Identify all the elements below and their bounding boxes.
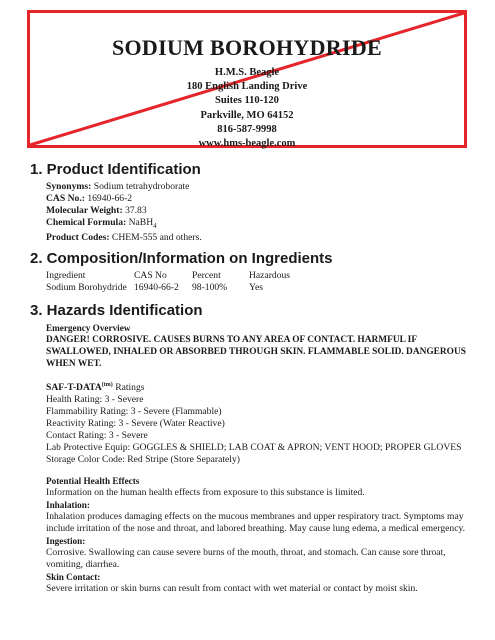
- emergency-overview-label: Emergency Overview: [46, 323, 131, 333]
- company-name: H.M.S. Beagle: [214, 67, 280, 78]
- section-hazards: [30, 302, 475, 595]
- danger-statement: DANGER! CORROSIVE. CAUSES BURNS TO ANY AREA OF CONTACT. HARMFUL IF SWALLOWED, INHALED OR ABSORBED THROUGH SKIN. FLAMMABLE SOLID. DANGEROUS WHEN WET.: [46, 335, 466, 369]
- address-city: Parkville, MO 64152: [200, 109, 294, 121]
- section-title: 1. Product Identification: [30, 161, 201, 178]
- table-row: Sodium Borohydride 16940-66-2 98-100% Yes: [46, 282, 263, 293]
- codes-row: Product Codes: CHEM-555 and others.: [46, 231, 202, 243]
- lab-protective-equip: Lab Protective Equip: GOGGLES & SHIELD; LAB COAT & APRON; VENT HOOD; PROPER GLOVES: [46, 442, 462, 454]
- section-title: 2. Composition/Information on Ingredients: [30, 250, 333, 267]
- inhalation-label: Inhalation:: [46, 500, 90, 511]
- table-header-row: Ingredient CAS No Percent Hazardous: [46, 270, 291, 281]
- health-rating: Health Rating: 3 - Severe: [46, 394, 144, 406]
- synonyms-row: Synonyms: Sodium tetrahydroborate: [46, 181, 190, 192]
- health-effects-text: Information on the human health effects from exposure to this substance is limited.: [46, 487, 365, 499]
- section-product-identification: [30, 161, 475, 244]
- ingestion-label: Ingestion:: [46, 536, 86, 547]
- flammability-rating: Flammability Rating: 3 - Severe (Flammable): [46, 406, 222, 418]
- company-info: [30, 66, 464, 151]
- address-line-1: 180 English Landing Drive: [186, 81, 308, 93]
- section-composition: [30, 250, 475, 294]
- reactivity-rating: Reactivity Rating: 3 - Severe (Water Reactive): [46, 418, 225, 430]
- cas-row: CAS No.: 16940-66-2: [46, 193, 133, 204]
- ingestion-text: Corrosive. Swallowing can cause severe burns of the mouth, throat, and stomach. Can cause sore throat, vomiting, diarrhea.: [46, 547, 446, 571]
- website-link[interactable]: www.hms-beagle.com: [198, 138, 296, 150]
- phone-number: 816-587-9998: [217, 123, 277, 135]
- saf-t-data-heading: SAF-$T-DATA^{(tm)}$ Ratings: [46, 382, 145, 394]
- storage-color-code: Storage Color Code: Red Stripe (Store Separately): [46, 454, 240, 466]
- potential-health-effects-label: Potential Health Effects: [46, 476, 140, 487]
- contact-rating: Contact Rating: 3 - Severe: [46, 430, 148, 442]
- product-title: SODIUM BOROHYDRIDE: [111, 35, 383, 60]
- skin-contact-label: Skin Contact:: [46, 572, 101, 583]
- mw-row: Molecular Weight: 37.83: [46, 205, 147, 216]
- section-title: 3. Hazards Identification: [30, 302, 203, 319]
- formula-row: Chemical Formula: NaBH$_4$: [46, 217, 157, 230]
- inhalation-text: Inhalation produces damaging effects on the mucous membranes and upper respiratory tract. Symptoms may include irritation of the nose and throat, and labored breathing. May cause lung edema, a medical emergency.: [46, 511, 466, 535]
- header-box: [27, 10, 467, 148]
- address-line-2: Suites 110-120: [215, 95, 279, 107]
- skin-contact-text: Severe irritation or skin burns can result from contact with wet material or contact by moist skin.: [46, 583, 418, 595]
- composition-table: [46, 270, 290, 294]
